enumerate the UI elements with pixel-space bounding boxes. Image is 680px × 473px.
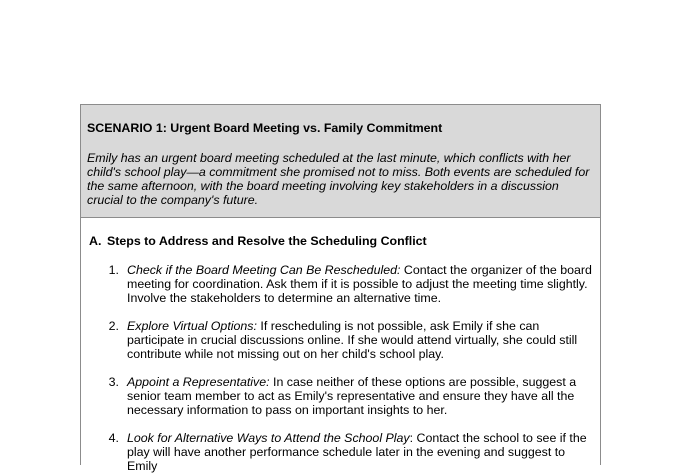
step-body (127, 431, 597, 473)
step-number: 3. (108, 375, 119, 389)
step-text: If rescheduling is not possible, ask Emily if she can participate in crucial discussions online. If she would attend virtually, she could still contribute while not missing out on her child's school play. (127, 319, 578, 361)
list-item (89, 375, 600, 417)
step-lead: Look for Alternative Ways to Attend the School Play (127, 431, 410, 445)
step-text: : Contact the school to see if the play will have another performance schedule later in the evening and suggest to Emily (127, 431, 587, 473)
scenario-title: SCENARIO 1: Urgent Board Meeting vs. Family Commitment (87, 121, 443, 135)
list-item (89, 263, 600, 305)
step-body (127, 319, 597, 361)
step-text: In case neither of these options are possible, suggest a senior team member to act as Emily's representative and ensure they have all the necessary information to pass on important insights to her. (127, 375, 577, 417)
scenario-description: Emily has an urgent board meeting scheduled at the last minute, which conflicts with her child's school play—a commitment she promised not to miss. Both events are scheduled for the same afternoon, with the board meeting involving key stakeholders in a discussion crucial to the company's future. (87, 151, 590, 207)
section-letter: A. (89, 234, 102, 248)
step-lead: Check if the Board Meeting Can Be Rescheduled: (127, 263, 401, 277)
list-item (89, 319, 600, 361)
list-item (89, 431, 600, 473)
step-lead: Explore Virtual Options: (127, 319, 257, 333)
scenario-box (81, 105, 600, 218)
step-body (127, 375, 597, 417)
step-number: 2. (108, 319, 119, 333)
section-a (81, 218, 600, 473)
document-table (80, 104, 601, 473)
step-number: 1. (108, 263, 119, 277)
steps-list (89, 263, 600, 473)
step-body (127, 263, 597, 305)
step-lead: Appoint a Representative: (127, 375, 270, 389)
section-heading (89, 234, 600, 249)
step-number: 4. (108, 431, 119, 445)
step-text: Contact the organizer of the board meeting for coordination. Ask them if it is possible to adjust the meeting time slightly. Involve the stakeholders to determine an alternative time. (127, 263, 592, 305)
section-heading-text: Steps to Address and Resolve the Scheduling Conflict (107, 234, 427, 248)
